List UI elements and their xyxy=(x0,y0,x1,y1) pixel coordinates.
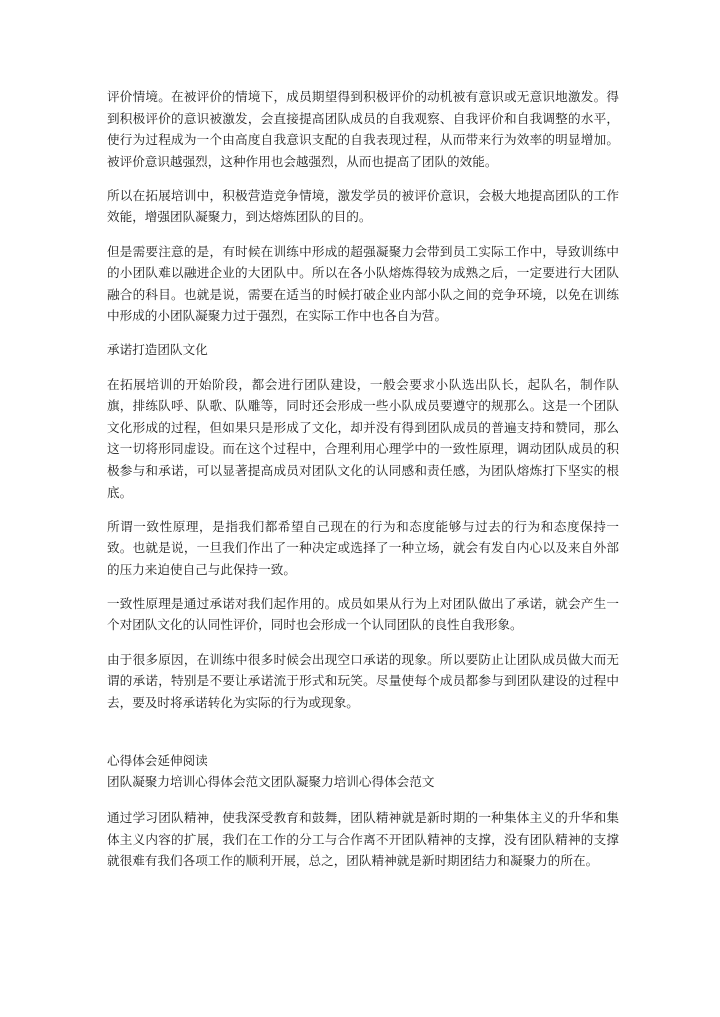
body-paragraph: 在拓展培训的开始阶段，都会进行团队建设，一般会要求小队选出队长，起队名，制作队旗，排练队呼、队歌、队雕等，同时还会形成一些小队成员要遵守的规那么。这是一个团队文化形成的过程，但如果只是形成了文化，却并没有得到团队成员的普遍支持和赞同，那么这一切将形同虚设。而在这个过程中，合理利用心理学中的一致性原理，调动团队成员的积极参与和承诺，可以显著提高成员对团队文化的认同感和责任感，为团队熔炼打下坚实的根底。 xyxy=(107,376,619,500)
body-paragraph: 所以在拓展培训中，积极营造竞争情境，激发学员的被评价意识，会极大地提高团队的工作效能，增强团队凝聚力，到达熔炼团队的目的。 xyxy=(107,187,619,225)
extended-reading-title: 团队凝聚力培训心得体会范文团队凝聚力培训心得体会范文 xyxy=(107,774,435,790)
section-heading: 承诺打造团队文化 xyxy=(107,342,208,358)
body-paragraph: 但是需要注意的是，有时候在训练中形成的超强凝聚力会带到员工实际工作中，导致训练中的小团队难以融进企业的大团队中。所以在各小队熔炼得较为成熟之后，一定要进行大团队融合的科目。也就是说，需要在适当的时候打破企业内部小队之间的竞争环境，以免在训练中形成的小团队凝聚力过于强烈，在实际工作中也各自为营。 xyxy=(107,243,619,324)
document-body xyxy=(107,86,619,884)
body-paragraph: 一致性原理是通过承诺对我们起作用的。成员如果从行为上对团队做出了承诺，就会产生一个对团队文化的认同性评价，同时也会形成一个认同团队的良性自我形象。 xyxy=(107,595,619,633)
section-spacer xyxy=(107,726,619,750)
extended-reading-label: 心得体会延伸阅读 xyxy=(107,752,208,768)
body-paragraph: 通过学习团队精神，使我深受教育和鼓舞，团队精神就是新时期的一种集体主义的升华和集体主义内容的扩展，我们在工作的分工与合作离不开团队精神的支撑，没有团队精神的支撑就很难有我们各项工作的顺利开展，总之，团队精神就是新时期团结力和凝聚力的所在。 xyxy=(107,810,619,869)
body-paragraph: 评价情境。在被评价的情境下，成员期望得到积极评价的动机被有意识或无意识地激发。得到积极评价的意识被激发，会直接提高团队成员的自我观察、自我评价和自我调整的水平，使行为过程成为一个由高度自我意识支配的自我表现过程，从而带来行为效率的明显增加。被评价意识越强烈，这种作用也会越强烈，从而也提高了团队的效能。 xyxy=(107,89,619,169)
body-paragraph: 由于很多原因，在训练中很多时候会出现空口承诺的现象。所以要防止让团队成员做大而无谓的承诺，特别是不要让承诺流于形式和玩笑。尽量使每个成员都参与到团队建设的过程中去，要及时将承诺转化为实际的行为或现象。 xyxy=(107,651,619,710)
body-paragraph: 所谓一致性原理，是指我们都希望自己现在的行为和态度能够与过去的行为和态度保持一致。也就是说，一旦我们作出了一种决定或选择了一种立场，就会有发自内心以及来自外部的压力来迫使自己与此保持一致。 xyxy=(107,518,619,577)
